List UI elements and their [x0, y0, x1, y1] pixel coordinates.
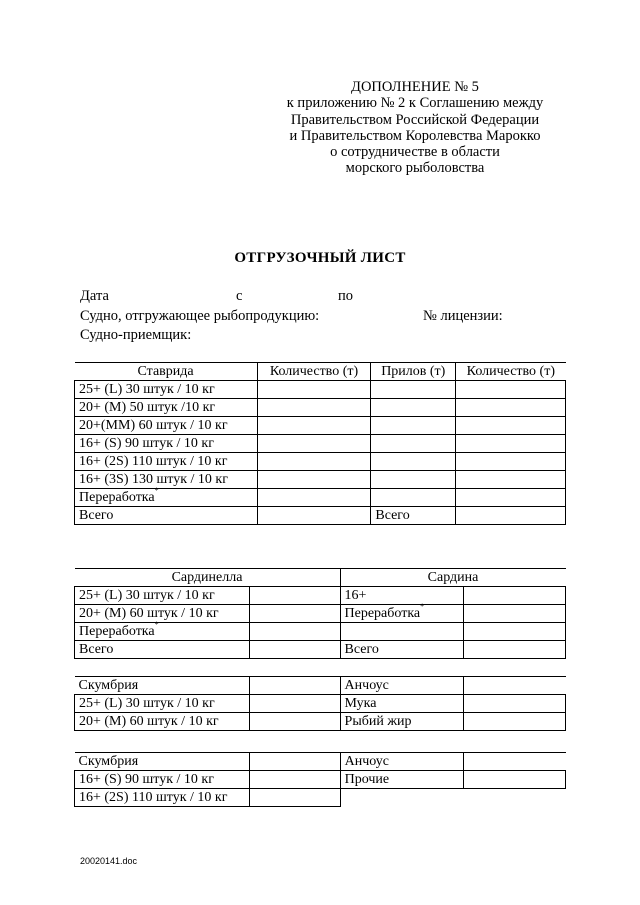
header-line: и Правительством Королевства Марокко [289, 127, 541, 144]
table-row [75, 623, 566, 641]
header-line: морского рыболовства [345, 160, 485, 177]
row-label [75, 486, 258, 507]
quantity-cell[interactable] [257, 381, 371, 399]
quantity-cell[interactable] [249, 605, 340, 623]
quantity-cell[interactable] [257, 399, 371, 417]
total-label: Всего [340, 641, 464, 659]
sardinella-sardina-table [74, 568, 566, 659]
row-label: 20+ (M) 60 штук / 10 кг [75, 605, 250, 623]
row-label: Скумбрия [75, 753, 250, 771]
processing-label: Переработка [79, 624, 155, 639]
row-label: 25+ (L) 30 штук / 10 кг [75, 587, 250, 605]
stavrida-table [74, 362, 566, 525]
table-header-row [75, 363, 566, 381]
bycatch-cell[interactable] [371, 381, 456, 399]
row-label: 16+ (2S) 110 штук / 10 кг [75, 789, 250, 807]
to-label: по [338, 288, 354, 304]
quantity-cell[interactable] [456, 453, 566, 471]
license-label: № лицензии: [423, 308, 503, 324]
table-total-row [75, 641, 566, 659]
table-row [75, 605, 566, 623]
bycatch-cell[interactable] [371, 453, 456, 471]
table-row [75, 771, 566, 789]
quantity-cell[interactable] [249, 753, 340, 771]
total-label: Всего [371, 507, 456, 525]
header-line: о сотрудничестве в области [330, 144, 500, 161]
quantity-cell[interactable] [257, 507, 371, 525]
row-label: Прочие [340, 771, 464, 789]
row-label: Анчоус [340, 677, 464, 695]
quantity-cell[interactable] [464, 713, 566, 731]
bycatch-cell[interactable] [371, 399, 456, 417]
file-name-footer: 20020141.doc [80, 856, 138, 866]
asterisk-mark: * [154, 486, 159, 496]
table-row [75, 677, 566, 695]
quantity-cell[interactable] [249, 677, 340, 695]
quantity-cell[interactable] [456, 489, 566, 507]
table-row [75, 417, 566, 435]
row-label: Анчоус [340, 753, 464, 771]
empty-cell [340, 789, 464, 807]
quantity-cell[interactable] [464, 677, 566, 695]
total-label: Всего [75, 507, 258, 525]
quantity-cell[interactable] [257, 471, 371, 489]
row-label: 16+ (S) 90 штук / 10 кг [75, 435, 258, 453]
bycatch-cell[interactable] [371, 489, 456, 507]
row-label: 20+(MM) 60 штук / 10 кг [75, 417, 258, 435]
table-row [75, 489, 566, 507]
table-row [75, 587, 566, 605]
mackerel-anchovy-table-2 [74, 752, 566, 807]
document-header [250, 79, 580, 177]
quantity-cell[interactable] [257, 417, 371, 435]
table-row [75, 435, 566, 453]
asterisk-mark: * [154, 620, 159, 630]
row-label: 16+ [340, 587, 464, 605]
header-line: Правительством Российской Федерации [290, 111, 540, 128]
row-label: 20+ (M) 60 штук / 10 кг [75, 713, 250, 731]
table-header-row [75, 569, 566, 587]
total-label: Всего [75, 641, 250, 659]
row-label: 16+ (3S) 130 штук / 10 кг [75, 471, 258, 489]
column-header: Сардина [340, 569, 565, 587]
processing-label: Переработка [344, 606, 421, 621]
column-header: Ставрида [75, 363, 258, 381]
row-label [340, 602, 464, 623]
table-row [75, 381, 566, 399]
row-label: 16+ (2S) 110 штук / 10 кг [75, 453, 258, 471]
table-row [75, 753, 566, 771]
row-label: 25+ (L) 30 штук / 10 кг [75, 381, 258, 399]
bycatch-cell[interactable] [371, 435, 456, 453]
row-label: 16+ (S) 90 штук / 10 кг [75, 771, 250, 789]
row-label: Скумбрия [75, 677, 250, 695]
page-title: ОТГРУЗОЧНЫЙ ЛИСТ [234, 250, 406, 266]
table-row [75, 453, 566, 471]
asterisk-mark: * [420, 602, 425, 612]
quantity-cell[interactable] [257, 453, 371, 471]
quantity-cell[interactable] [464, 771, 566, 789]
processing-label: Переработка [79, 490, 155, 505]
table-row [75, 399, 566, 417]
receiver-label: Судно-приемщик: [80, 327, 192, 343]
quantity-cell[interactable] [464, 605, 566, 623]
quantity-cell[interactable] [456, 507, 566, 525]
vessel-label: Судно, отгружающее рыбопродукцию: [80, 308, 320, 324]
quantity-cell[interactable] [249, 641, 340, 659]
quantity-cell[interactable] [257, 489, 371, 507]
column-header: Сардинелла [75, 569, 341, 587]
row-label: 25+ (L) 30 штук / 10 кг [75, 695, 250, 713]
row-label: Мука [340, 695, 464, 713]
table-row [75, 789, 566, 807]
quantity-cell[interactable] [456, 399, 566, 417]
header-line: ДОПОЛНЕНИЕ № 5 [351, 79, 479, 95]
empty-cell [464, 789, 566, 807]
column-header: Прилов (т) [371, 363, 456, 381]
quantity-cell[interactable] [464, 587, 566, 605]
quantity-cell[interactable] [456, 435, 566, 453]
from-label: с [236, 288, 243, 304]
row-label: Рыбий жир [340, 713, 464, 731]
quantity-cell[interactable] [464, 695, 566, 713]
quantity-cell[interactable] [456, 417, 566, 435]
row-label: 20+ (M) 50 штук /10 кг [75, 399, 258, 417]
column-header: Количество (т) [257, 363, 371, 381]
quantity-cell[interactable] [249, 789, 340, 807]
row-label [340, 623, 464, 641]
quantity-cell[interactable] [456, 381, 566, 399]
bycatch-cell[interactable] [371, 471, 456, 489]
quantity-cell[interactable] [249, 771, 340, 789]
quantity-cell[interactable] [249, 587, 340, 605]
quantity-cell[interactable] [464, 641, 566, 659]
table-row [75, 695, 566, 713]
date-label: Дата [80, 288, 109, 304]
quantity-cell[interactable] [249, 623, 340, 641]
row-label [75, 620, 250, 641]
header-line: к приложению № 2 к Соглашению между [286, 95, 544, 112]
quantity-cell[interactable] [257, 435, 371, 453]
quantity-cell[interactable] [464, 623, 566, 641]
column-header: Количество (т) [456, 363, 566, 381]
bycatch-cell[interactable] [371, 417, 456, 435]
table-row [75, 471, 566, 489]
quantity-cell[interactable] [464, 753, 566, 771]
table-row [75, 713, 566, 731]
table-total-row [75, 507, 566, 525]
quantity-cell[interactable] [456, 471, 566, 489]
quantity-cell[interactable] [249, 695, 340, 713]
quantity-cell[interactable] [249, 713, 340, 731]
mackerel-anchovy-table [74, 676, 566, 731]
